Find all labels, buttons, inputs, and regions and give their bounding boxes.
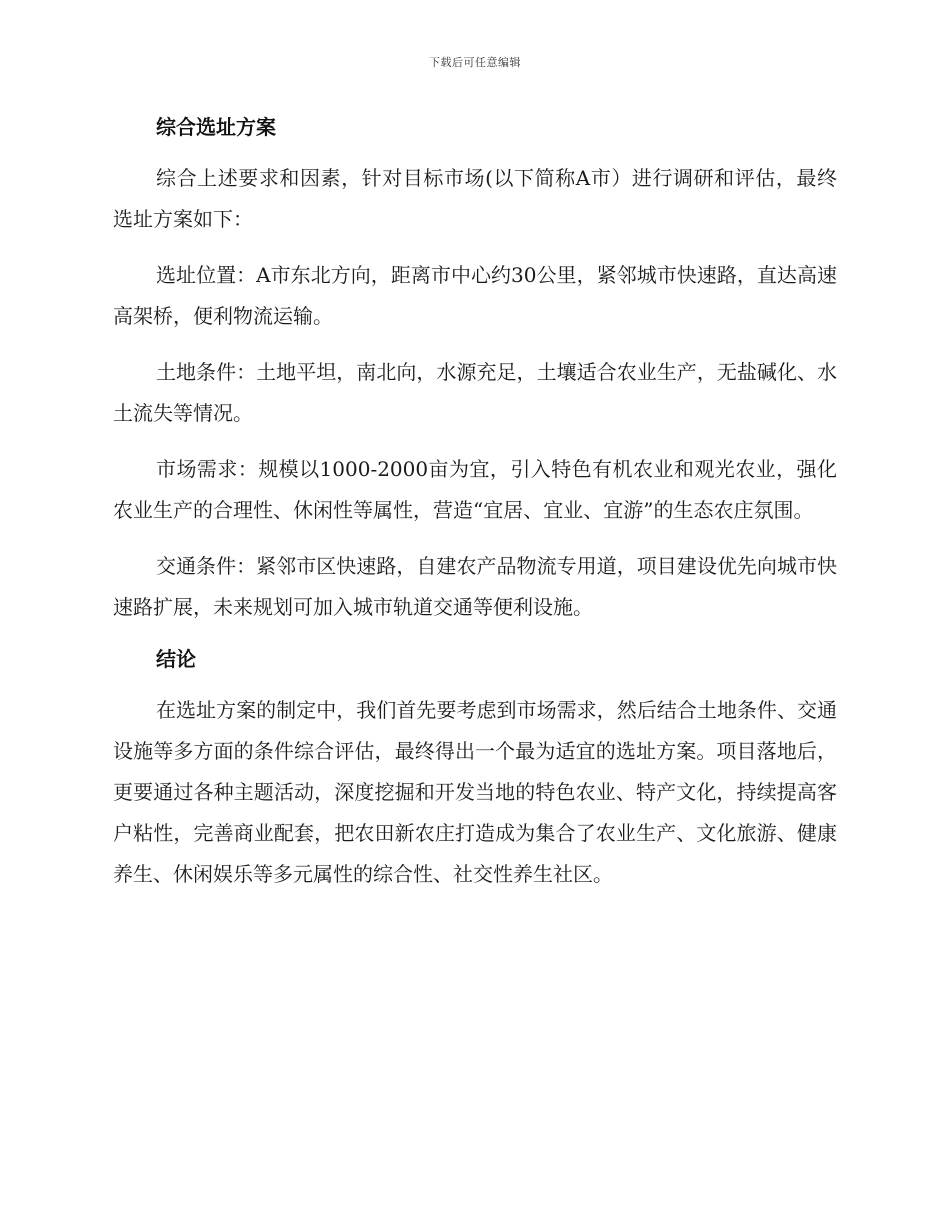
page-header-note: 下载后可任意编辑 [429,56,521,69]
paragraph-conclusion: 在选址方案的制定中，我们首先要考虑到市场需求，然后结合土地条件、交通设施等多方面的条件综合评估，最终得出一个最为适宜的选址方案。项目落地后，更要通过各种主题活动，深度挖掘和开发当地的特色农业、特产文化，持续提高客户粘性，完善商业配套，把农田新农庄打造成为集合了农业生产、文化旅游、健康养生、休闲娱乐等多元属性的综合性、社交性养生社区。 [113,698,837,886]
paragraph-land-conditions: 土地条件：土地平坦，南北向，水源充足，土壤适合农业生产，无盐碱化、水土流失等情况。 [113,360,837,425]
spacer [113,434,837,449]
paragraph-location: 选址位置：A市东北方向，距离市中心约30公里，紧邻城市快速路，直达高速高架桥，便利物流运输。 [113,263,837,328]
spacer [113,240,837,255]
paragraph-intro: 综合上述要求和因素，针对目标市场(以下简称A市）进行调研和评估，最终选址方案如下： [113,166,837,231]
section-heading-conclusion: 结论 [156,647,196,671]
spacer [113,337,837,352]
spacer [113,628,837,640]
spacer [113,678,837,690]
paragraph-market-demand: 市场需求：规模以1000-2000亩为宜，引入特色有机农业和观光农业，强化农业生产的合理性、休闲性等属性，营造“宜居、宜业、宜游”的生态农庄氛围。 [113,457,837,522]
document-body [113,108,837,895]
section-heading-site-plan: 综合选址方案 [156,115,276,139]
spacer [113,531,837,546]
paragraph-traffic-conditions: 交通条件：紧邻市区快速路，自建农产品物流专用道，项目建设优先向城市快速路扩展，未来规划可加入城市轨道交通等便利设施。 [113,554,837,619]
spacer [113,146,837,158]
